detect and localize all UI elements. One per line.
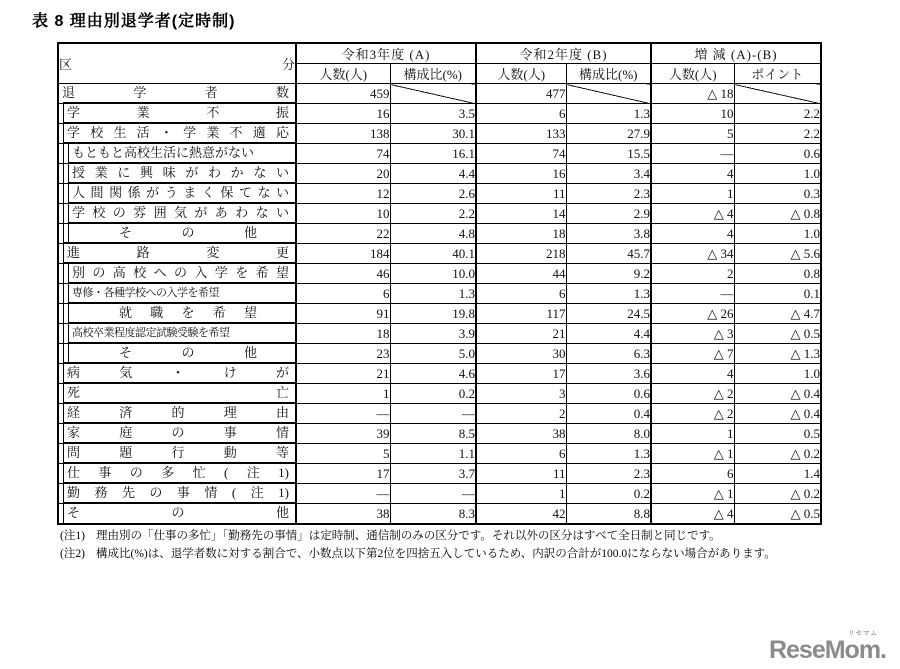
category-cell: [58, 284, 296, 304]
r2-pct-cell: 0.4: [566, 404, 651, 424]
r3-count-cell: 20: [296, 164, 390, 184]
r2-pct-cell: 1.3: [566, 444, 651, 464]
r2-pct-cell: 24.5: [566, 304, 651, 324]
category-cell: [58, 204, 296, 224]
diff-count-cell: △ 26: [651, 304, 734, 324]
table-row: [58, 324, 821, 344]
category-label: その他: [119, 345, 257, 360]
category-cell: [58, 504, 296, 525]
r3-pct-cell: 1.3: [390, 284, 476, 304]
r3-pct-cell: 3.7: [390, 464, 476, 484]
diff-point-cell: 0.3: [734, 184, 821, 204]
resemom-logo: [769, 631, 886, 664]
footnote-2-text: 構成比(%)は、退学者数に対する割合で、小数点以下第2位を四捨五入しているため、内訳の合計が100.0にならない場合があります。: [96, 548, 776, 560]
r3-count-cell: 91: [296, 304, 390, 324]
category-label: 退学者数: [62, 85, 289, 100]
category-label: その他: [119, 225, 257, 240]
footnote-2-label: (注2): [60, 548, 85, 560]
diff-count-cell: 4: [651, 224, 734, 244]
diff-point-cell: △ 0.4: [734, 404, 821, 424]
footnote-1-label: (注1): [60, 530, 85, 542]
category-label: 病気・けが: [67, 365, 289, 380]
table-row: [58, 404, 821, 424]
r3-pct-cell: 8.5: [390, 424, 476, 444]
column-group-diff: 増 減 (A)-(B): [651, 43, 821, 64]
diff-count-cell: —: [651, 284, 734, 304]
category-label: 問題行動等: [67, 445, 289, 460]
diff-count-cell: 4: [651, 364, 734, 384]
diff-count-cell: —: [651, 144, 734, 164]
r3-count-cell: 184: [296, 244, 390, 264]
diff-point-cell: 1.0: [734, 164, 821, 184]
r2-pct-cell: 27.9: [566, 124, 651, 144]
r2-count-cell: 18: [476, 224, 566, 244]
diff-count-cell: 5: [651, 124, 734, 144]
r3-pct-cell: [390, 84, 476, 104]
r2-count-cell: 133: [476, 124, 566, 144]
category-cell: [58, 164, 296, 184]
r2-count-cell: 21: [476, 324, 566, 344]
r3-pct-cell: 2.2: [390, 204, 476, 224]
r2-pct-cell: 8.8: [566, 504, 651, 525]
column-group-reiwa3: 令和3年度 (A): [296, 43, 476, 64]
r3-count-cell: 12: [296, 184, 390, 204]
table-row: [58, 464, 821, 484]
diff-point-cell: △ 0.2: [734, 444, 821, 464]
footnote-1: [60, 529, 860, 544]
category-label: 経済的理由: [67, 405, 289, 420]
category-label: 学業不振: [67, 105, 289, 120]
diff-count-cell: △ 34: [651, 244, 734, 264]
table-row: [58, 84, 821, 104]
r3-count-cell: 459: [296, 84, 390, 104]
r2-count-cell: 38: [476, 424, 566, 444]
r2-count-cell: 17: [476, 364, 566, 384]
category-cell: [58, 444, 296, 464]
footnotes: [60, 529, 860, 565]
category-label: 学校生活・学業不適応: [67, 125, 289, 140]
category-label: 家庭の事情: [67, 425, 289, 440]
r3-count-cell: 22: [296, 224, 390, 244]
category-label: 就職を希望: [119, 305, 257, 320]
r2-count-cell: 6: [476, 104, 566, 124]
r3-count-cell: 39: [296, 424, 390, 444]
category-label: 別の高校への入学を希望: [72, 265, 289, 280]
footnote-2: [60, 547, 860, 562]
r2-count-cell: 14: [476, 204, 566, 224]
diff-point-cell: 1.0: [734, 224, 821, 244]
category-label: 専修・各種学校への入学を希望: [72, 287, 219, 299]
r2-pct-cell: [566, 84, 651, 104]
r3-pct-cell: 30.1: [390, 124, 476, 144]
r3-pct-cell: 10.0: [390, 264, 476, 284]
category-label: 学校の雰囲気があわない: [72, 205, 289, 220]
category-cell: [58, 124, 296, 144]
table-row: [58, 244, 821, 264]
r2-count-cell: 477: [476, 84, 566, 104]
r3-pct-cell: 4.8: [390, 224, 476, 244]
diff-count-cell: △ 4: [651, 204, 734, 224]
category-label: 授業に興味がわかない: [72, 165, 289, 180]
dropout-reasons-table: [57, 42, 822, 525]
column-header-r3-count: 人数(人): [296, 64, 390, 84]
r3-pct-cell: 5.0: [390, 344, 476, 364]
table-row: [58, 304, 821, 324]
r2-pct-cell: 15.5: [566, 144, 651, 164]
category-cell: [58, 184, 296, 204]
table-row: [58, 104, 821, 124]
diff-point-cell: 1.0: [734, 364, 821, 384]
diff-point-cell: 0.8: [734, 264, 821, 284]
r2-count-cell: 44: [476, 264, 566, 284]
table-row: [58, 384, 821, 404]
table-row: [58, 284, 821, 304]
r3-pct-cell: 3.9: [390, 324, 476, 344]
column-header-diff-point: ポイント: [734, 64, 821, 84]
r3-count-cell: 138: [296, 124, 390, 144]
diff-count-cell: △ 2: [651, 384, 734, 404]
r3-pct-cell: 2.6: [390, 184, 476, 204]
r2-count-cell: 16: [476, 164, 566, 184]
table-row: [58, 204, 821, 224]
category-cell: [58, 304, 296, 324]
r2-pct-cell: 1.3: [566, 284, 651, 304]
r2-count-cell: 11: [476, 464, 566, 484]
diff-point-cell: 2.2: [734, 104, 821, 124]
diff-count-cell: 4: [651, 164, 734, 184]
r2-pct-cell: 2.3: [566, 464, 651, 484]
category-label: もともと高校生活に熱意がない: [72, 145, 255, 160]
r2-count-cell: 74: [476, 144, 566, 164]
r3-count-cell: 1: [296, 384, 390, 404]
table-row: [58, 164, 821, 184]
diff-count-cell: △ 2: [651, 404, 734, 424]
diff-point-cell: △ 0.5: [734, 504, 821, 525]
category-label: 勤務先の事情(注1): [67, 485, 289, 500]
category-cell: [58, 104, 296, 124]
column-header-r3-pct: 構成比(%): [390, 64, 476, 84]
r3-count-cell: 16: [296, 104, 390, 124]
r2-pct-cell: 0.6: [566, 384, 651, 404]
diff-point-cell: △ 0.8: [734, 204, 821, 224]
table-row: [58, 504, 821, 525]
diff-point-cell: △ 0.2: [734, 484, 821, 504]
category-cell: [58, 404, 296, 424]
r2-pct-cell: 4.4: [566, 324, 651, 344]
header-group-row: [58, 43, 821, 64]
r3-count-cell: 74: [296, 144, 390, 164]
r2-count-cell: 30: [476, 344, 566, 364]
r3-count-cell: —: [296, 404, 390, 424]
column-header-diff-count: 人数(人): [651, 64, 734, 84]
r3-count-cell: 38: [296, 504, 390, 525]
category-cell: [58, 344, 296, 364]
table-row: [58, 344, 821, 364]
diff-point-cell: 0.6: [734, 144, 821, 164]
category-cell: [58, 324, 296, 344]
resemom-logo-ruby: リセマム: [848, 629, 878, 637]
diff-count-cell: △ 3: [651, 324, 734, 344]
r2-pct-cell: 45.7: [566, 244, 651, 264]
category-cell: [58, 224, 296, 244]
r2-count-cell: 11: [476, 184, 566, 204]
category-cell: [58, 144, 296, 164]
diff-count-cell: 1: [651, 184, 734, 204]
diff-count-cell: △ 4: [651, 504, 734, 525]
r3-count-cell: 18: [296, 324, 390, 344]
r3-count-cell: 21: [296, 364, 390, 384]
r2-pct-cell: 9.2: [566, 264, 651, 284]
category-label: 人間関係がうまく保てない: [72, 185, 289, 200]
column-header-r2-pct: 構成比(%): [566, 64, 651, 84]
resemom-logo-wordmark: ReseMom.: [768, 636, 886, 664]
r2-count-cell: 6: [476, 284, 566, 304]
category-label: 死亡: [67, 385, 289, 400]
category-cell: [58, 384, 296, 404]
diff-count-cell: 1: [651, 424, 734, 444]
diff-count-cell: 10: [651, 104, 734, 124]
column-header-category: 区分: [58, 43, 296, 84]
diff-count-cell: 2: [651, 264, 734, 284]
table-row: [58, 444, 821, 464]
diff-count-cell: △ 1: [651, 444, 734, 464]
diff-point-cell: △ 5.6: [734, 244, 821, 264]
r2-pct-cell: 2.9: [566, 204, 651, 224]
category-cell: [58, 244, 296, 264]
category-label: 進路変更: [67, 245, 289, 260]
r2-count-cell: 2: [476, 404, 566, 424]
r2-pct-cell: 0.2: [566, 484, 651, 504]
table-row: [58, 424, 821, 444]
category-cell: [58, 424, 296, 444]
diff-point-cell: △ 1.3: [734, 344, 821, 364]
r2-count-cell: 6: [476, 444, 566, 464]
r2-count-cell: 117: [476, 304, 566, 324]
r3-count-cell: 46: [296, 264, 390, 284]
diff-point-cell: △ 0.5: [734, 324, 821, 344]
r2-pct-cell: 6.3: [566, 344, 651, 364]
diff-point-cell: △ 0.4: [734, 384, 821, 404]
diff-point-cell: 0.5: [734, 424, 821, 444]
r3-pct-cell: 4.4: [390, 164, 476, 184]
table-row: [58, 484, 821, 504]
r2-pct-cell: 3.6: [566, 364, 651, 384]
r3-count-cell: 6: [296, 284, 390, 304]
r2-pct-cell: 3.8: [566, 224, 651, 244]
footnote-1-text: 理由別の「仕事の多忙」「勤務先の事情」は定時制、通信制のみの区分です。それ以外の区分はすべて全日制と同じです。: [96, 530, 721, 542]
r3-pct-cell: 3.5: [390, 104, 476, 124]
table-row: [58, 184, 821, 204]
r3-pct-cell: 16.1: [390, 144, 476, 164]
r2-count-cell: 1: [476, 484, 566, 504]
r3-pct-cell: 8.3: [390, 504, 476, 525]
r2-pct-cell: 8.0: [566, 424, 651, 444]
r2-pct-cell: 3.4: [566, 164, 651, 184]
r3-count-cell: 17: [296, 464, 390, 484]
category-label: 高校卒業程度認定試験受験を希望: [72, 327, 230, 339]
table-row: [58, 124, 821, 144]
category-cell: [58, 464, 296, 484]
r2-pct-cell: 2.3: [566, 184, 651, 204]
r3-count-cell: 23: [296, 344, 390, 364]
r3-pct-cell: 40.1: [390, 244, 476, 264]
diff-point-cell: 2.2: [734, 124, 821, 144]
category-label: 仕事の多忙(注1): [67, 465, 289, 480]
r3-count-cell: 5: [296, 444, 390, 464]
diff-count-cell: △ 7: [651, 344, 734, 364]
column-header-r2-count: 人数(人): [476, 64, 566, 84]
r2-pct-cell: 1.3: [566, 104, 651, 124]
diff-point-cell: 0.1: [734, 284, 821, 304]
column-group-reiwa2: 令和2年度 (B): [476, 43, 651, 64]
page-title: 表 8 理由別退学者(定時制): [32, 13, 236, 30]
r3-pct-cell: —: [390, 404, 476, 424]
diff-point-cell: △ 4.7: [734, 304, 821, 324]
r2-count-cell: 3: [476, 384, 566, 404]
diff-count-cell: △ 1: [651, 484, 734, 504]
r3-pct-cell: 1.1: [390, 444, 476, 464]
diff-point-cell: [734, 84, 821, 104]
diff-count-cell: △ 18: [651, 84, 734, 104]
category-label: その他: [67, 505, 289, 520]
diff-count-cell: 6: [651, 464, 734, 484]
r3-pct-cell: 0.2: [390, 384, 476, 404]
diff-point-cell: 1.4: [734, 464, 821, 484]
table-row: [58, 364, 821, 384]
r2-count-cell: 42: [476, 504, 566, 525]
r3-pct-cell: —: [390, 484, 476, 504]
table-row: [58, 144, 821, 164]
category-cell: [58, 84, 296, 104]
category-cell: [58, 264, 296, 284]
r3-count-cell: —: [296, 484, 390, 504]
table-body: [58, 84, 821, 525]
r3-pct-cell: 4.6: [390, 364, 476, 384]
r2-count-cell: 218: [476, 244, 566, 264]
table-row: [58, 224, 821, 244]
category-cell: [58, 364, 296, 384]
r3-pct-cell: 19.8: [390, 304, 476, 324]
r3-count-cell: 10: [296, 204, 390, 224]
category-cell: [58, 484, 296, 504]
table-row: [58, 264, 821, 284]
